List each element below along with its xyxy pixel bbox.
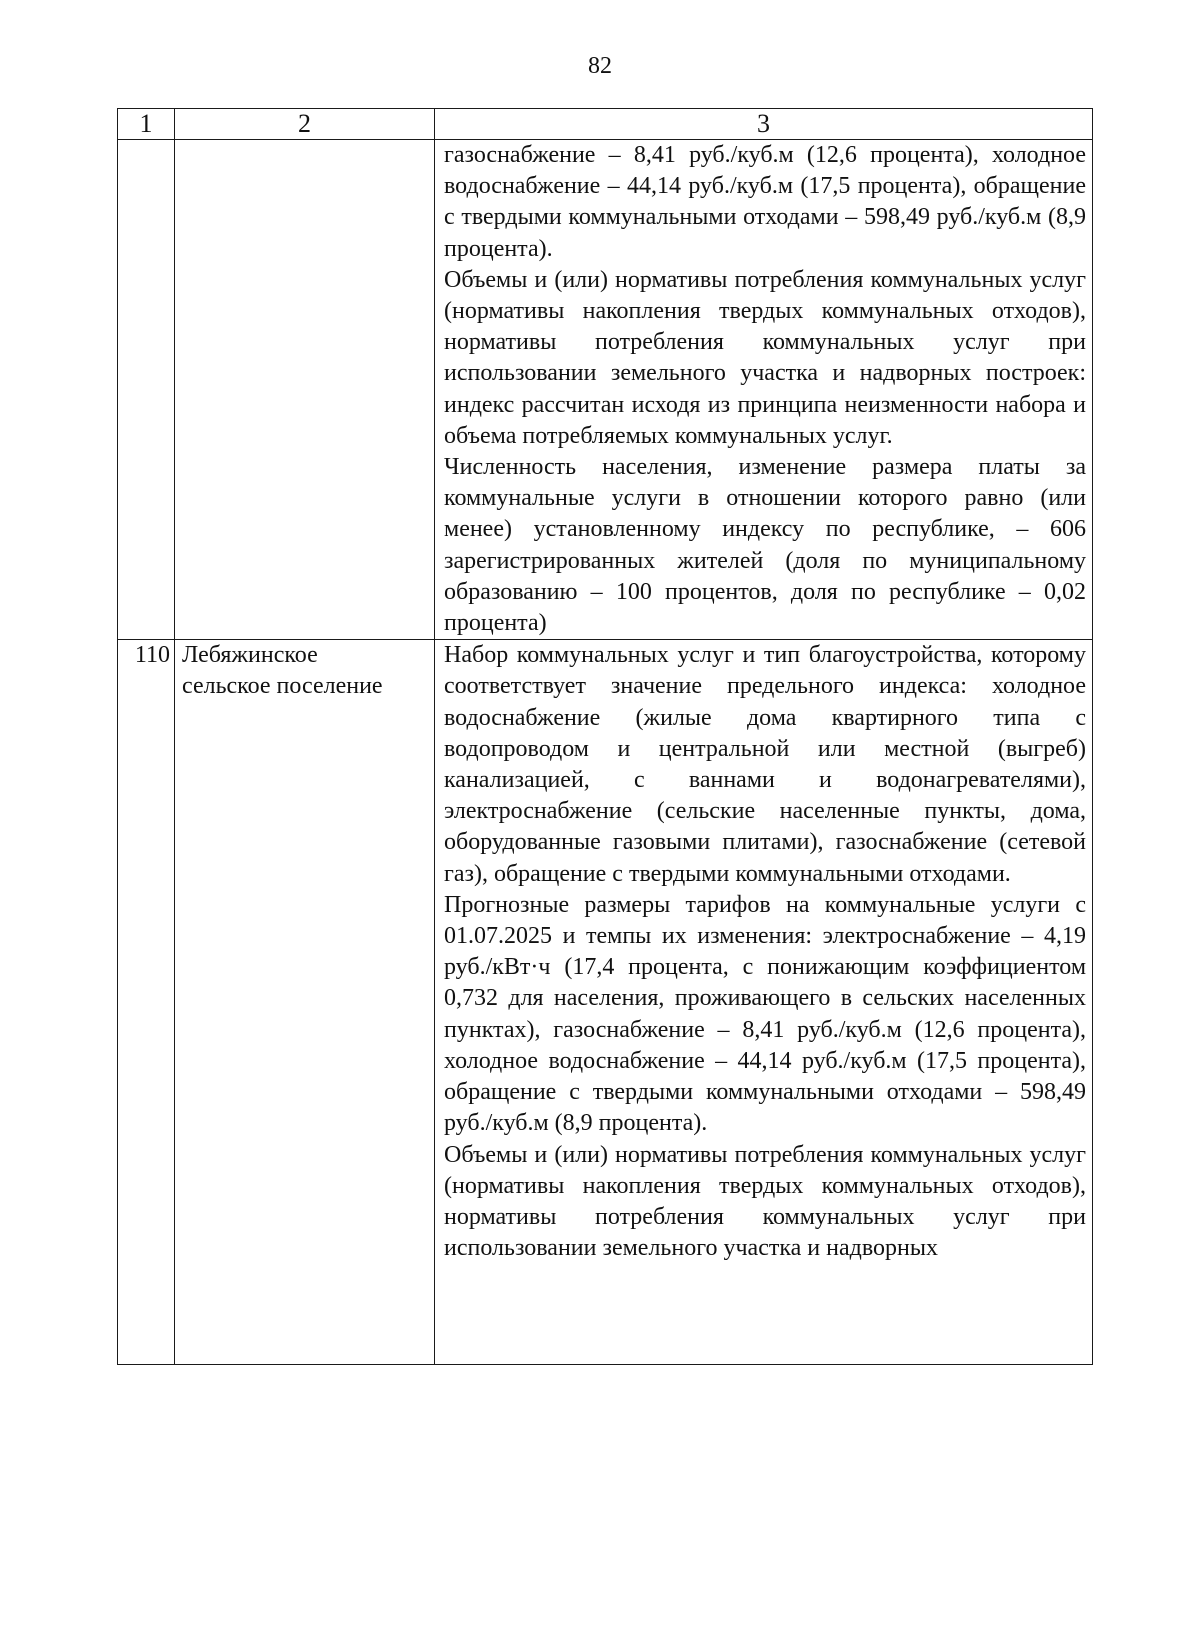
paragraph-forecast-tariffs: Прогнозные размеры тарифов на коммунальные услуги с 01.07.2025 и темпы их изменения: электроснабжение – 4,19 руб./кВт·ч (17,4 процента, с понижающим коэффициентом 0,732 для населения, проживающего в сельских населенных пунктах), газоснабжение – 8,41 руб./куб.м (12,6 процента), холодное водоснабжение – 44,14 руб./куб.м (17,5 процента), обращение с твердыми коммунальными отходами – 598,49 руб./куб.м (8,9 процента). (444, 891, 1086, 1137)
paragraph-consumption-norms: Объемы и (или) нормативы потребления коммунальных услуг (нормативы накопления твердых коммунальных отходов), нормативы потребления коммунальных услуг при использовании земельного участка и надворных (444, 1141, 1086, 1262)
table-row-110 (118, 640, 1093, 1365)
paragraph-consumption-norms: Объемы и (или) нормативы потребления коммунальных услуг (нормативы накопления твердых коммунальных отходов), нормативы потребления коммунальных услуг при использовании земельного участка и надворных построек: индекс рассчитан исходя из принципа неизменности набора и объема потребляемых коммунальных услуг. (444, 266, 1086, 449)
row-description-cell (435, 640, 1093, 1365)
column-header-1: 1 (118, 109, 175, 140)
paragraph-service-set: Набор коммунальных услуг и тип благоустройства, которому соответствует значение предельного индекса: холодное водоснабжение (жилые дома квартирного типа с водопроводом и центральной или местной (выгреб) канализацией, с ваннами и водонагревателями), электроснабжение (сельские населенные пункты, дома, оборудованные газовыми плитами), газоснабжение (сетевой газ), обращение с твердыми коммунальными отходами. (444, 642, 1086, 887)
table-header-row (118, 109, 1093, 140)
row-number-cell: 110 (118, 640, 175, 1365)
paragraph-population: Численность населения, изменение размера платы за коммунальные услуги в отношении которого равно (или менее) установленному индексу по республике, – 606 зарегистрированных жителей (доля по муниципальному образованию – 100 процентов, доля по республике – 0,02 процента) (444, 454, 1086, 637)
row-name-cell (175, 140, 435, 640)
municipality-name-line1: Лебяжинское (182, 642, 318, 669)
row-number-cell (118, 140, 175, 640)
tariff-table (117, 108, 1093, 1365)
table-row-continued (118, 140, 1093, 640)
row-description-cell (435, 140, 1093, 640)
column-header-3: 3 (435, 109, 1093, 140)
page-number: 82 (588, 53, 612, 79)
paragraph-tariffs-continued: газоснабжение – 8,41 руб./куб.м (12,6 процента), холодное водоснабжение – 44,14 руб./куб.м (17,5 процента), обращение с твердыми коммунальными отходами – 598,49 руб./куб.м (8,9 процента). (444, 142, 1086, 262)
row-name-cell (175, 640, 435, 1365)
municipality-name-line2: сельское поселение (182, 673, 383, 700)
column-header-2: 2 (175, 109, 435, 140)
description-clip (444, 640, 1086, 1364)
